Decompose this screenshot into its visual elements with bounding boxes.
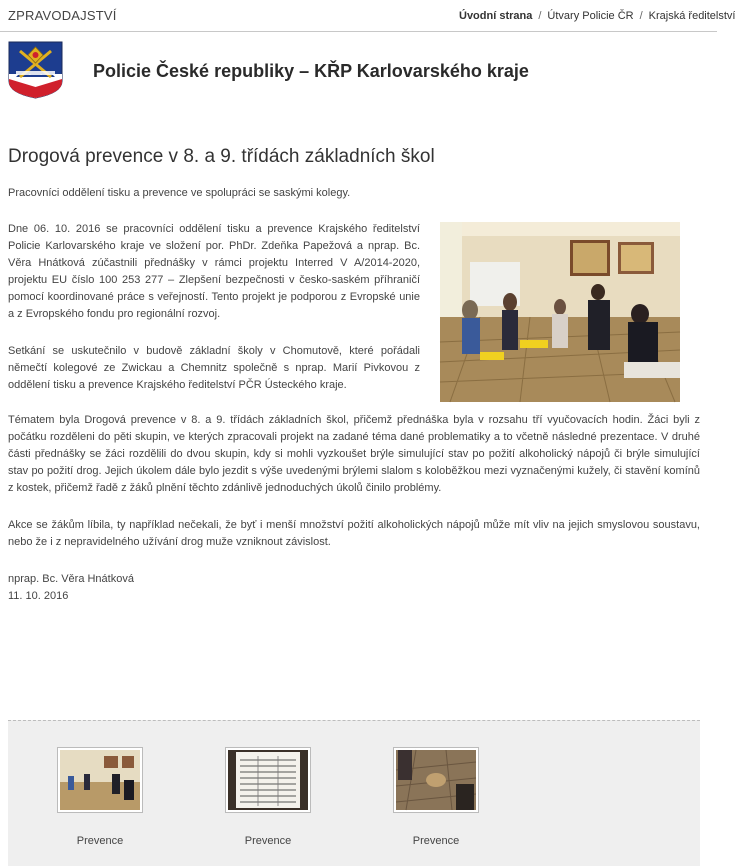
gallery-caption: Prevence (76, 835, 124, 847)
article-author: nprap. Bc. Věra Hnátková (8, 573, 134, 585)
breadcrumb-police-units-link[interactable]: Útvary Policie ČR (547, 10, 634, 22)
breadcrumb-separator: / (639, 10, 643, 22)
site-title: Policie České republiky – KŘP Karlovarského kraje (93, 61, 529, 81)
article-paragraph: Dne 06. 10. 2016 se pracovníci oddělení tisku a prevence Krajského ředitelství Policie Karlovarského kraje ve složení por. PhDr. Zdeňka Papežová a nprap. Bc. Věra Hnátková zúčastnili přednášky v rámci projektu Interred V A/2014-2020, projektu EU číslo 100 253 277 – Zlepšení bezpečnosti v česko-saském příhraničí pomocí koordinované práce s veřejností. Tento projekt je podporou z Evropské unie a z Evropského fondu pro regionální rozvoj. (8, 223, 420, 320)
article-paragraph: Tématem byla Drogová prevence v 8. a 9. třídách základních škol, přičemž přednáška byla v rozsahu tří vyučovacích hodin. Žáci byli z počátku rozděleni do pěti skupin, ve kterých zpracovali projekt na zadané téma dané problematiky a to včetně následné prezentace. V druhé části přednášky se žáci rozdělili do dvou skupin, kdy si mohli vyzkoušet brýle simulující stav po požití alkoholický nápojů či brýle simulující stav po požití drog. Jejich úkolem dále bylo jezdit s výše uvedenými brýlemi slalom s koloběžkou mezi vyznačenými kužely, či stavění komínů z kostek, přičemž řadě z žáků plnění těchto zdánlivě jednoduchých úkolů činilo problémy. (8, 414, 700, 494)
breadcrumb (459, 10, 735, 22)
section-label: ZPRAVODAJSTVÍ (8, 8, 117, 23)
gallery-item[interactable] (208, 747, 328, 847)
gallery-thumbnail[interactable] (57, 747, 143, 813)
gallery-thumbnail[interactable] (225, 747, 311, 813)
article-byline (8, 571, 134, 605)
article-title: Drogová prevence v 8. a 9. třídách základních škol (8, 146, 435, 167)
photo-gallery (8, 720, 700, 866)
breadcrumb-regional-directorates-link[interactable]: Krajská ředitelství (648, 10, 735, 22)
article-paragraph: Setkání se uskutečnilo v budově základní školy v Chomutově, které pořádali němečtí kolegové ze Zwickau a Chemnitz společně s nprap. Marií Pivkovou z oddělení tisku a prevence Krajského ředitelství PČR Ústeckého kraje. (8, 345, 420, 391)
gallery-caption: Prevence (244, 835, 292, 847)
article-date: 11. 10. 2016 (8, 590, 69, 602)
top-bar (0, 0, 735, 32)
gallery-caption: Prevence (412, 835, 460, 847)
article-lead: Pracovníci oddělení tisku a prevence ve spolupráci se saskými kolegy. (8, 187, 351, 199)
breadcrumb-separator: / (538, 10, 542, 22)
article-paragraph: Akce se žákům líbila, ty například nečekali, že byť i menší množství požití alkoholických nápojů může mít vliv na jejich smyslovou soustavu, nebo že i z nepravidelného užívání drog muže vzniknout závislost. (8, 519, 700, 548)
article-photo[interactable] (440, 222, 680, 402)
gallery-item[interactable] (40, 747, 160, 847)
breadcrumb-home-link[interactable]: Úvodní strana (459, 10, 533, 22)
gallery-item[interactable] (376, 747, 496, 847)
police-emblem-icon[interactable] (8, 41, 63, 99)
gallery-thumbnail[interactable] (393, 747, 479, 813)
